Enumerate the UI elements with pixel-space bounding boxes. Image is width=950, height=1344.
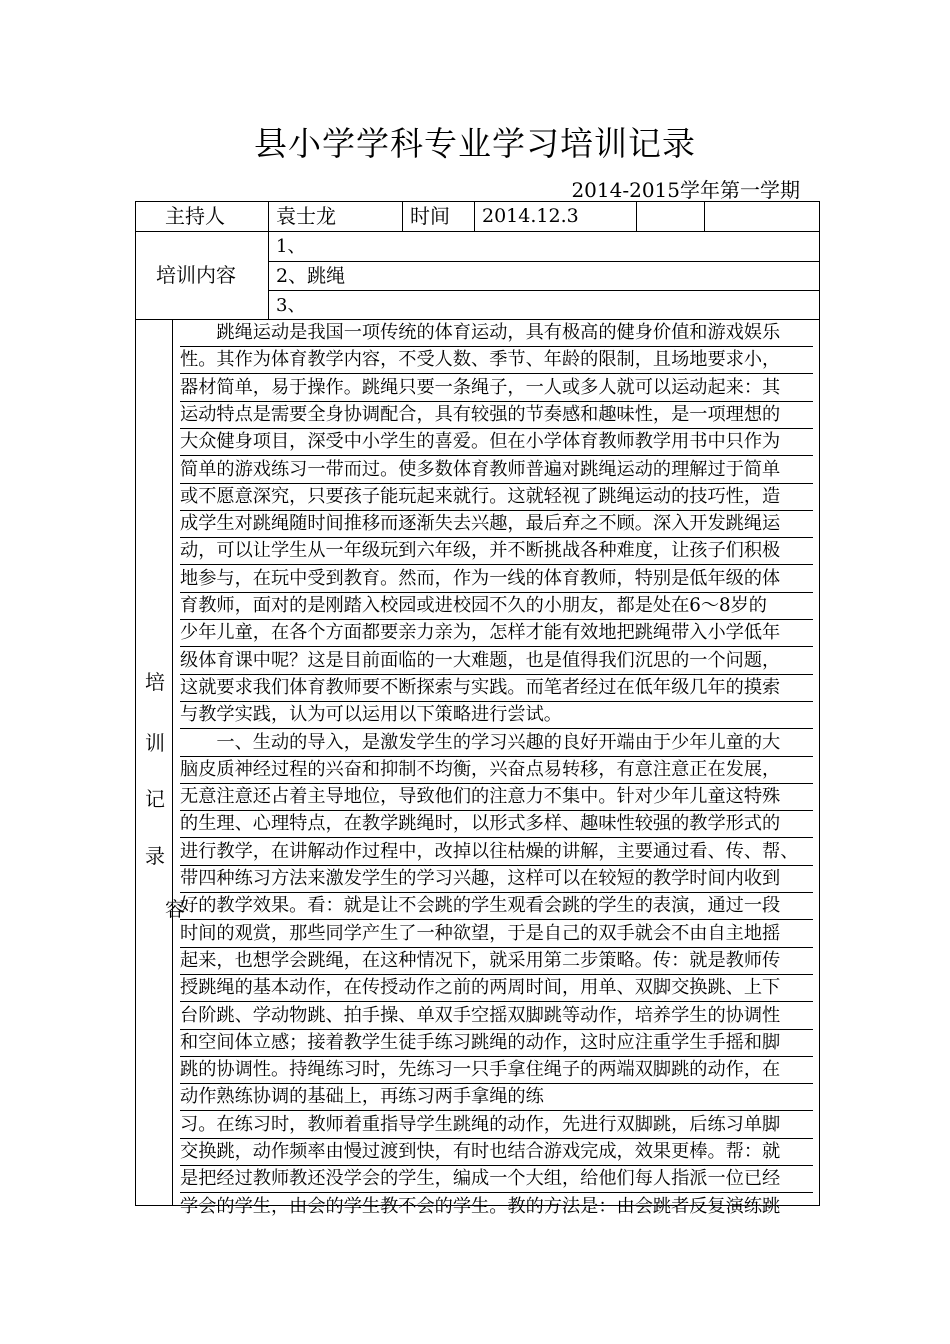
col-divider	[268, 201, 269, 319]
record-text-line: 少年儿童，在各个方面都要亲力亲为，怎样才能有效地把跳绳带入小学低年	[180, 619, 813, 647]
record-text-line: 时间的观赏，那些同学产生了一种欲望，于是自己的双手就会不由自主地摇	[180, 920, 813, 948]
record-text-line: 无意注意还占着主导地位，导致他们的注意力不集中。针对少年儿童这特殊	[180, 783, 813, 811]
record-text-line: 学会的学生，由会的学生教不会的学生。教的方法是：由会跳者反复演练跳	[180, 1195, 781, 1217]
record-text-line: 育教师，面对的是刚踏入校园或进校园不久的小朋友，都是处在6～8岁的	[180, 592, 813, 620]
record-text-line: 运动特点是需要全身协调配合，具有较强的节奏感和趣味性，是一项理想的	[180, 401, 813, 429]
record-text-line: 习。在练习时，教师着重指导学生跳绳的动作，先进行双脚跳，后练习单脚	[180, 1111, 813, 1139]
record-text-line: 成学生对跳绳随时间推移而逐渐失去兴趣，最后弃之不顾。深入开发跳绳运	[180, 510, 813, 538]
row-divider	[135, 231, 820, 232]
col-divider	[402, 201, 403, 231]
record-text-line: 进行教学，在讲解动作过程中，改掉以往枯燥的讲解，主要通过看、传、帮、	[180, 838, 813, 866]
record-text-line: 这就要求我们体育教师要不断探索与实践。而笔者经过在低年级几年的摸索	[180, 674, 813, 702]
record-text-line: 动，可以让学生从一年级玩到六年级，并不断挑战各种难度，让孩子们积极	[180, 537, 813, 565]
record-text-line: 一、生动的导入，是激发学生的学习兴趣的良好开端由于少年儿童的大	[180, 729, 813, 757]
record-label-char: 容	[165, 897, 185, 921]
record-text-line: 或不愿意深究，只要孩子能玩起来就行。这就轻视了跳绳运动的技巧性，造	[180, 483, 813, 511]
term-label: 2014-2015学年第一学期	[571, 178, 800, 202]
record-text-line: 动作熟练协调的基础上，再练习两手拿绳的练	[180, 1083, 813, 1111]
record-label-char: 训	[145, 731, 165, 755]
record-text-line: 是把经过教师教还没学会的学生，编成一个大组，给他们每人指派一位已经	[180, 1165, 813, 1193]
record-text-line: 起来，也想学会跳绳，在这种情况下，就采用第二步策略。传：就是教师传	[180, 947, 813, 975]
record-text-line: 带四种练习方法来激发学生的学习兴趣，这样可以在较短的教学时间内收到	[180, 865, 813, 893]
record-text-line: 地参与，在玩中受到教育。然而，作为一线的体育教师，特别是低年级的体	[180, 565, 813, 593]
col-divider	[474, 201, 475, 231]
record-text-line: 跳绳运动是我国一项传统的体育运动，具有极高的健身价值和游戏娱乐	[180, 319, 813, 347]
time-value: 2014.12.3	[482, 205, 579, 227]
host-label: 主持人	[165, 204, 225, 228]
record-text-line: 跳的协调性。持绳练习时，先练习一只手拿住绳子的两端双脚跳的动作，在	[180, 1056, 813, 1084]
col-divider	[636, 201, 637, 231]
record-text-line: 好的教学效果。看：就是让不会跳的学生观看会跳的学生的表演，通过一段	[180, 892, 813, 920]
record-text-line: 大众健身项目，深受中小学生的喜爱。但在小学体育教师教学用书中只作为	[180, 428, 813, 456]
record-text-line: 器材简单，易于操作。跳绳只要一条绳子，一人或多人就可以运动起来：其	[180, 374, 813, 402]
record-label-char: 培	[145, 670, 165, 694]
col-divider	[172, 319, 173, 1206]
row-divider	[268, 290, 820, 291]
record-label-char: 记	[145, 787, 165, 811]
record-text-line: 级体育课中呢？这是目前面临的一大难题，也是值得我们沉思的一个问题，	[180, 647, 813, 675]
record-text-line: 性。其作为体育教学内容，不受人数、季节、年龄的限制，且场地要求小，	[180, 346, 813, 374]
record-text-line: 的生理、心理特点，在教学跳绳时，以形式多样、趣味性较强的教学形式的	[180, 810, 813, 838]
content-item: 1、	[276, 236, 306, 257]
row-divider	[268, 261, 820, 262]
record-text-line: 授跳绳的基本动作，在传授动作之前的两周时间，用单、双脚交换跳、上下	[180, 974, 813, 1002]
record-text-line: 与教学实践，认为可以运用以下策略进行尝试。	[180, 701, 813, 729]
content-item: 2、跳绳	[276, 265, 346, 287]
content-item: 3、	[276, 295, 306, 316]
record-text-line: 脑皮质神经过程的兴奋和抑制不均衡，兴奋点易转移，有意注意正在发展，	[180, 756, 813, 784]
page-title: 县小学学科专业学习培训记录	[254, 124, 696, 163]
record-text-line: 交换跳，动作频率由慢过渡到快，有时也结合游戏完成，效果更棒。帮：就	[180, 1138, 813, 1166]
record-text-line: 和空间体立感；接着教学生徒手练习跳绳的动作，这时应注重学生手摇和脚	[180, 1029, 813, 1057]
record-text-line: 台阶跳、学动物跳、拍手操、单双手空摇双脚跳等动作，培养学生的协调性	[180, 1002, 813, 1030]
record-text-line: 简单的游戏练习一带而过。使多数体育教师普遍对跳绳运动的理解过于简单	[180, 456, 813, 484]
time-label: 时间	[410, 204, 450, 228]
col-divider	[704, 201, 705, 231]
record-label-char: 录	[145, 844, 165, 868]
content-label: 培训内容	[156, 263, 236, 287]
host-name: 袁士龙	[276, 204, 336, 228]
